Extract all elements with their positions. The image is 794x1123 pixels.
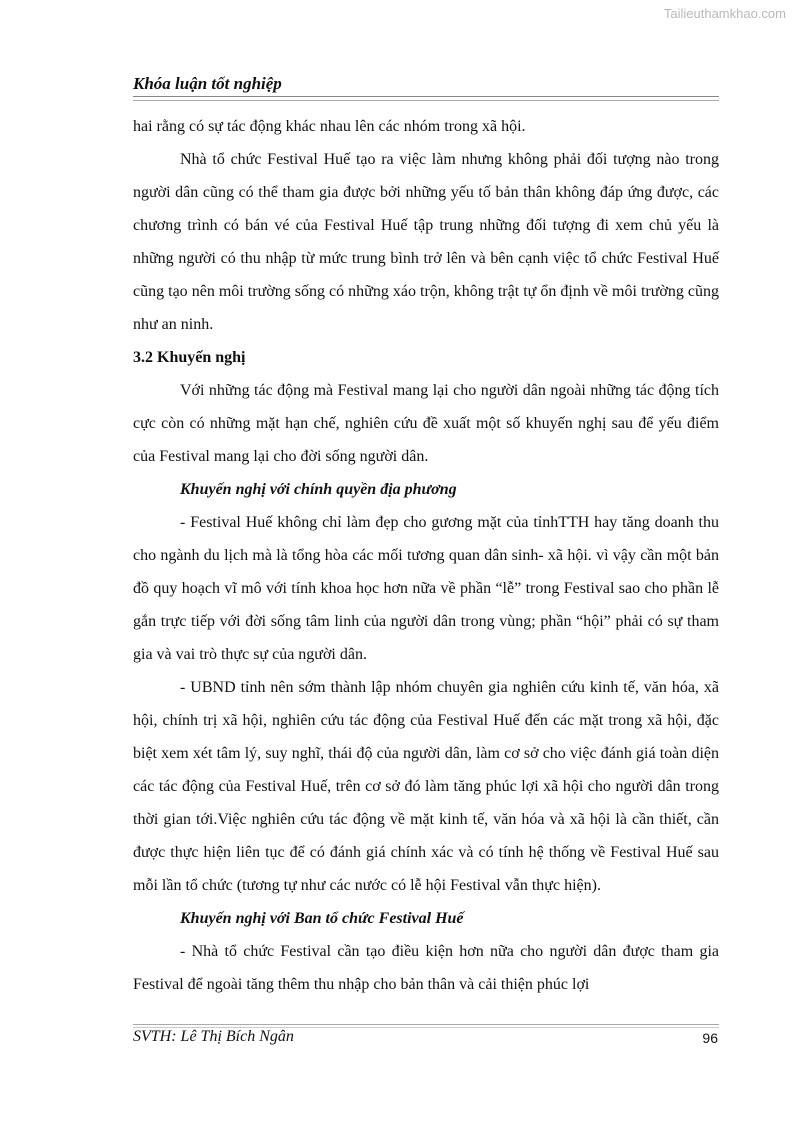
subsection-heading: Khuyến nghị với chính quyền địa phương [180,481,457,498]
subsection-heading: Khuyến nghị với Ban tổ chức Festival Huế [180,910,464,927]
section-heading: 3.2 Khuyến nghị [133,349,246,366]
footer-divider [133,1024,719,1025]
header-divider [133,96,719,97]
header-divider-thin [133,100,719,101]
watermark-text: Tailieuthamkhao.com [663,6,786,21]
paragraph: - UBND tỉnh nên sớm thành lập nhóm chuyên gia nghiên cứu kinh tế, văn hóa, xã hội, chính trị xã hội, nghiên cứu tác động của Festival Huế đến các mặt trong xã hội, đặc biệt xem xét tâm lý, suy nghĩ, thái độ của người dân, làm cơ sở cho việc đánh giá toàn diện các tác động của Festival Huế, trên cơ sở đó làm tăng phúc lợi xã hội cho người dân trong thời gian tới.Việc nghiên cứu tác động về mặt kinh tế, văn hóa và xã hội là cần thiết, cần được thực hiện liên tục để có đánh giá chính xác và có tính hệ thống về Festival Huế sau mỗi lần tổ chức (tương tự như các nước có lễ hội Festival vẫn thực hiện). [133,679,719,894]
header-title: Khóa luận tốt nghiệp [133,74,282,93]
paragraph: - Nhà tổ chức Festival cần tạo điều kiện hơn nữa cho người dân được tham gia Festival để ngoài tăng thêm thu nhập cho bản thân và cải thiện phúc lợi [133,943,719,993]
paragraph: Với những tác động mà Festival mang lại cho người dân ngoài những tác động tích cực còn có những mặt hạn chế, nghiên cứu đề xuất một số khuyến nghị sau để yếu điểm của Festival mang lại cho đời sống người dân. [133,382,719,465]
paragraph: - Festival Huế không chỉ làm đẹp cho gương mặt của tỉnhTTH hay tăng doanh thu cho ngành du lịch mà là tổng hòa các mối tương quan dân sinh- xã hội. vì vậy cần một bản đồ quy hoạch vĩ mô với tính khoa học hơn nữa về phần “lễ” trong Festival sao cho phần lễ gắn trực tiếp với đời sống tâm linh của người dân trong vùng; phần “hội” phải có sự tham gia và vai trò thực sự của người dân. [133,514,719,663]
page-content [133,110,719,1001]
paragraph: Nhà tổ chức Festival Huế tạo ra việc làm nhưng không phải đối tượng nào trong người dân cũng có thể tham gia được bởi những yếu tố bản thân không đáp ứng được, các chương trình có bán vé của Festival Huế tập trung những đối tượng đi xem chủ yếu là những người có thu nhập từ mức trung bình trở lên và bên cạnh việc tổ chức Festival Huế cũng tạo nên môi trường sống có những xáo trộn, không trật tự ổn định về môi trường cũng như an ninh. [133,151,719,333]
paragraph: hai rằng có sự tác động khác nhau lên các nhóm trong xã hội. [133,118,526,135]
footer-author: SVTH: Lê Thị Bích Ngân [133,1028,294,1045]
page-number: 96 [702,1030,718,1046]
